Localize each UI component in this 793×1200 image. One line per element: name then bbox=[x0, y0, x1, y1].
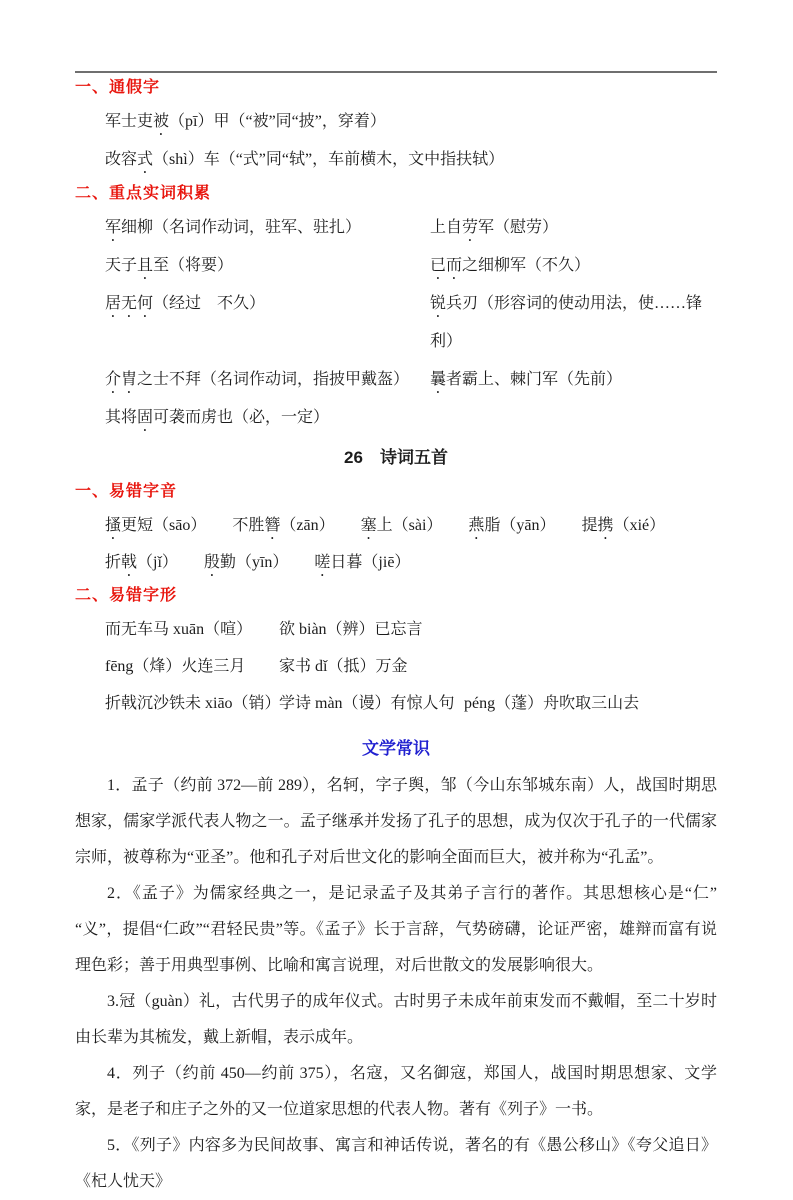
zixing-entry: 学诗 màn（谩）有惊人句 bbox=[279, 695, 455, 712]
emphasis-dotted-text: 戟 bbox=[121, 554, 138, 571]
emphasis-dotted-text: 已而 bbox=[430, 257, 463, 274]
shici-right-entry: 锐兵刃（形容词的使动用法，使……锋利） bbox=[430, 295, 703, 350]
yinci-entry: 燕脂（yān） bbox=[468, 517, 556, 534]
emphasis-dotted-text: 曩 bbox=[430, 371, 447, 388]
shici-right-entry: 曩者霸上、棘门军（先前） bbox=[430, 371, 623, 388]
zixing-row bbox=[75, 685, 717, 722]
emphasis-dotted-text: 劳 bbox=[462, 219, 479, 236]
emphasis-dotted-text: 被 bbox=[153, 113, 170, 130]
literary-knowledge-heading: 文学常识 bbox=[362, 739, 430, 758]
document-page bbox=[0, 71, 793, 1193]
zixing-entry: 折戟沉沙铁未 xiāo（销） bbox=[105, 695, 281, 712]
zixing-entry: 欲 biàn（辨）已忘言 bbox=[279, 621, 423, 638]
yinci-entry: 塞上（sài） bbox=[360, 517, 443, 534]
emphasis-dotted-text: 且 bbox=[137, 257, 154, 274]
shici-right-entry: 上自劳军（慰劳） bbox=[430, 219, 559, 236]
shici-left-entry: 天子且至（将要） bbox=[105, 257, 234, 274]
shici-right-entry: 已而之细柳军（不久） bbox=[430, 257, 591, 274]
shici-row bbox=[75, 209, 717, 247]
shici-right-entry bbox=[430, 399, 717, 437]
shici-left-entry: 介胄之士不拜（名词作动词，指披甲戴盔） bbox=[105, 371, 410, 388]
zixing-row bbox=[75, 611, 717, 648]
shici-left-entry: 其将固可袭而虏也（必，一定） bbox=[105, 409, 330, 426]
shici-row bbox=[75, 285, 717, 361]
section-heading-shici: 二、重点实词积累 bbox=[75, 185, 212, 202]
literary-paragraph: 2．《孟子》为儒家经典之一，是记录孟子及其弟子言行的著作。其思想核心是“仁”“义”，提倡“仁政”“君轻民贵”等。《孟子》长于言辞，气势磅礴，论证严密，雄辩而富有说理色彩；善于用典型事例、比喻和寓言说理，对后世散文的发展影响很大。 bbox=[75, 885, 717, 974]
yinci-entry: 提携（xié） bbox=[581, 517, 666, 534]
literary-paragraphs bbox=[75, 768, 717, 1200]
emphasis-dotted-text: 塞 bbox=[360, 517, 377, 534]
emphasis-dotted-text: 介胄 bbox=[105, 371, 138, 388]
section-heading-zixing: 二、易错字形 bbox=[75, 587, 178, 604]
yinci-entry: 不胜簪（zān） bbox=[232, 517, 335, 534]
literary-paragraph: 1．孟子（约前 372—前 289），名轲，字子舆，邹（今山东邹城东南）人，战国时期思想家，儒家学派代表人物之一。孟子继承并发扬了孔子的思想，成为仅次于孔子的一代儒家宗师，被尊称为“亚圣”。他和孔子对后世文化的影响全面而巨大，被并称为“孔孟”。 bbox=[75, 777, 717, 866]
yinci-rows bbox=[75, 507, 717, 581]
yinci-entry: 搔更短（sāo） bbox=[105, 517, 207, 534]
emphasis-dotted-text: 携 bbox=[597, 517, 614, 534]
literary-paragraph: 3.冠（guàn）礼，古代男子的成年仪式。古时男子未成年前束发而不戴帽，至二十岁时由长辈为其梳发，戴上新帽，表示成年。 bbox=[75, 993, 717, 1046]
shici-row bbox=[75, 399, 717, 437]
zixing-entry: fēng（烽）火连三月 bbox=[105, 658, 246, 675]
literary-paragraph: 4．列子（约前 450—约前 375），名寇，又名御寇，郑国人，战国时期思想家、文学家，是老子和庄子之外的又一位道家思想的代表人物。著有《列子》一书。 bbox=[75, 1065, 717, 1118]
tongjiazi-line: 改容式（shì）车（“式”同“轼”，车前横木，文中指扶轼） bbox=[105, 151, 505, 168]
shici-row bbox=[75, 247, 717, 285]
zixing-entry: 而无车马 xuān（喧） bbox=[105, 621, 253, 638]
zixing-entry: 家书 dǐ（抵）万金 bbox=[279, 658, 408, 675]
yinci-row bbox=[75, 507, 717, 544]
zixing-entry: péng（蓬）舟吹取三山去 bbox=[464, 695, 640, 712]
emphasis-dotted-text: 嗟 bbox=[314, 554, 331, 571]
emphasis-dotted-text: 殷 bbox=[203, 554, 220, 571]
shici-rows bbox=[75, 209, 717, 437]
section-heading-yinci: 一、易错字音 bbox=[75, 483, 178, 500]
zixing-row bbox=[75, 648, 717, 685]
yinci-entry: 殷勤（yīn） bbox=[203, 554, 289, 571]
emphasis-dotted-text: 燕 bbox=[468, 517, 485, 534]
emphasis-dotted-text: 居无何 bbox=[105, 295, 154, 312]
yinci-entry: 嗟日暮（jiē） bbox=[314, 554, 411, 571]
emphasis-dotted-text: 式 bbox=[137, 151, 154, 168]
emphasis-dotted-text: 军 bbox=[105, 219, 122, 236]
tongjiazi-lines bbox=[75, 103, 717, 179]
lesson-title: 26 诗词五首 bbox=[344, 448, 448, 467]
yinci-entry: 折戟（jǐ） bbox=[105, 554, 178, 571]
yinci-row bbox=[75, 544, 717, 581]
shici-left-entry: 居无何（经过 不久） bbox=[105, 295, 266, 312]
page-content bbox=[0, 71, 793, 1200]
tongjiazi-line: 军士吏被（pī）甲（“被”同“披”，穿着） bbox=[105, 113, 386, 130]
section-heading-tongjiazi: 一、通假字 bbox=[75, 79, 161, 96]
emphasis-dotted-text: 簪 bbox=[264, 517, 281, 534]
emphasis-dotted-text: 锐 bbox=[430, 295, 447, 312]
zixing-rows bbox=[75, 611, 717, 722]
literary-paragraph: 5．《列子》内容多为民间故事、寓言和神话传说，著名的有《愚公移山》《夸父追日》《杞人忧天》 bbox=[75, 1137, 717, 1190]
shici-left-entry: 军细柳（名词作动词，驻军、驻扎） bbox=[105, 219, 362, 236]
emphasis-dotted-text: 固 bbox=[137, 409, 154, 426]
emphasis-dotted-text: 搔 bbox=[105, 517, 122, 534]
shici-row bbox=[75, 361, 717, 399]
